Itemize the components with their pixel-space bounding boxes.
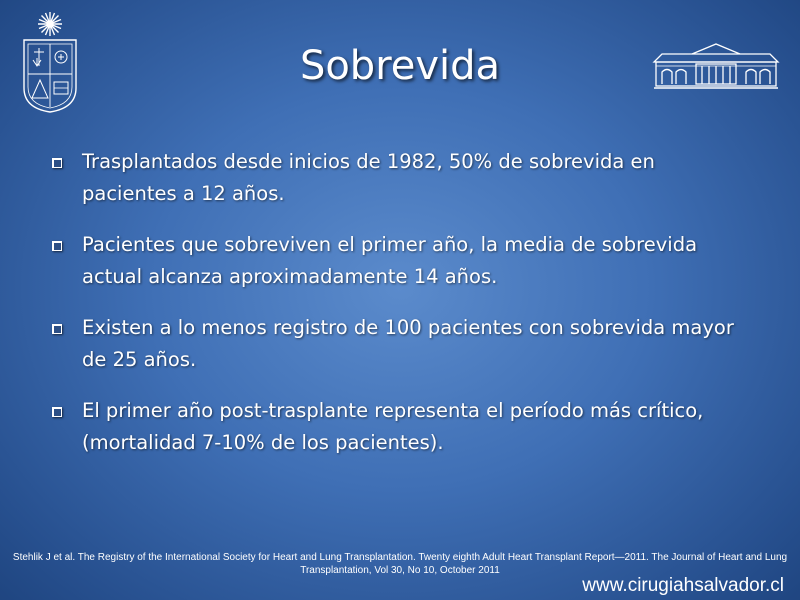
square-bullet-icon xyxy=(52,407,62,417)
square-bullet-icon xyxy=(52,241,62,251)
square-bullet-icon xyxy=(52,324,62,334)
bullet-text: Pacientes que sobreviven el primer año, la media de sobrevida actual alcanza aproximadamente 14 años. xyxy=(82,233,698,288)
bullet-item xyxy=(48,229,748,293)
citation-reference: Stehlik J et al. The Registry of the International Society for Heart and Lung Transplantation. Twenty eighth Adult Heart Transplant Report—2011. The Journal of Heart and Lung Transplantation, Vol 30, No 10, October 2011 xyxy=(12,552,788,576)
bullet-list xyxy=(48,146,748,478)
bullet-text: Existen a lo menos registro de 100 pacientes con sobrevida mayor de 25 años. xyxy=(82,316,734,371)
website-url: www.cirugiahsalvador.cl xyxy=(582,575,784,596)
bullet-text: Trasplantados desde inicios de 1982, 50% de sobrevida en pacientes a 12 años. xyxy=(82,150,655,205)
bullet-text: El primer año post-trasplante representa el período más crítico, (mortalidad 7-10% de los pacientes). xyxy=(82,399,704,454)
bullet-item xyxy=(48,395,748,459)
slide-title: Sobrevida xyxy=(299,43,501,89)
bullet-item xyxy=(48,146,748,210)
bullet-item xyxy=(48,312,748,376)
square-bullet-icon xyxy=(52,158,62,168)
